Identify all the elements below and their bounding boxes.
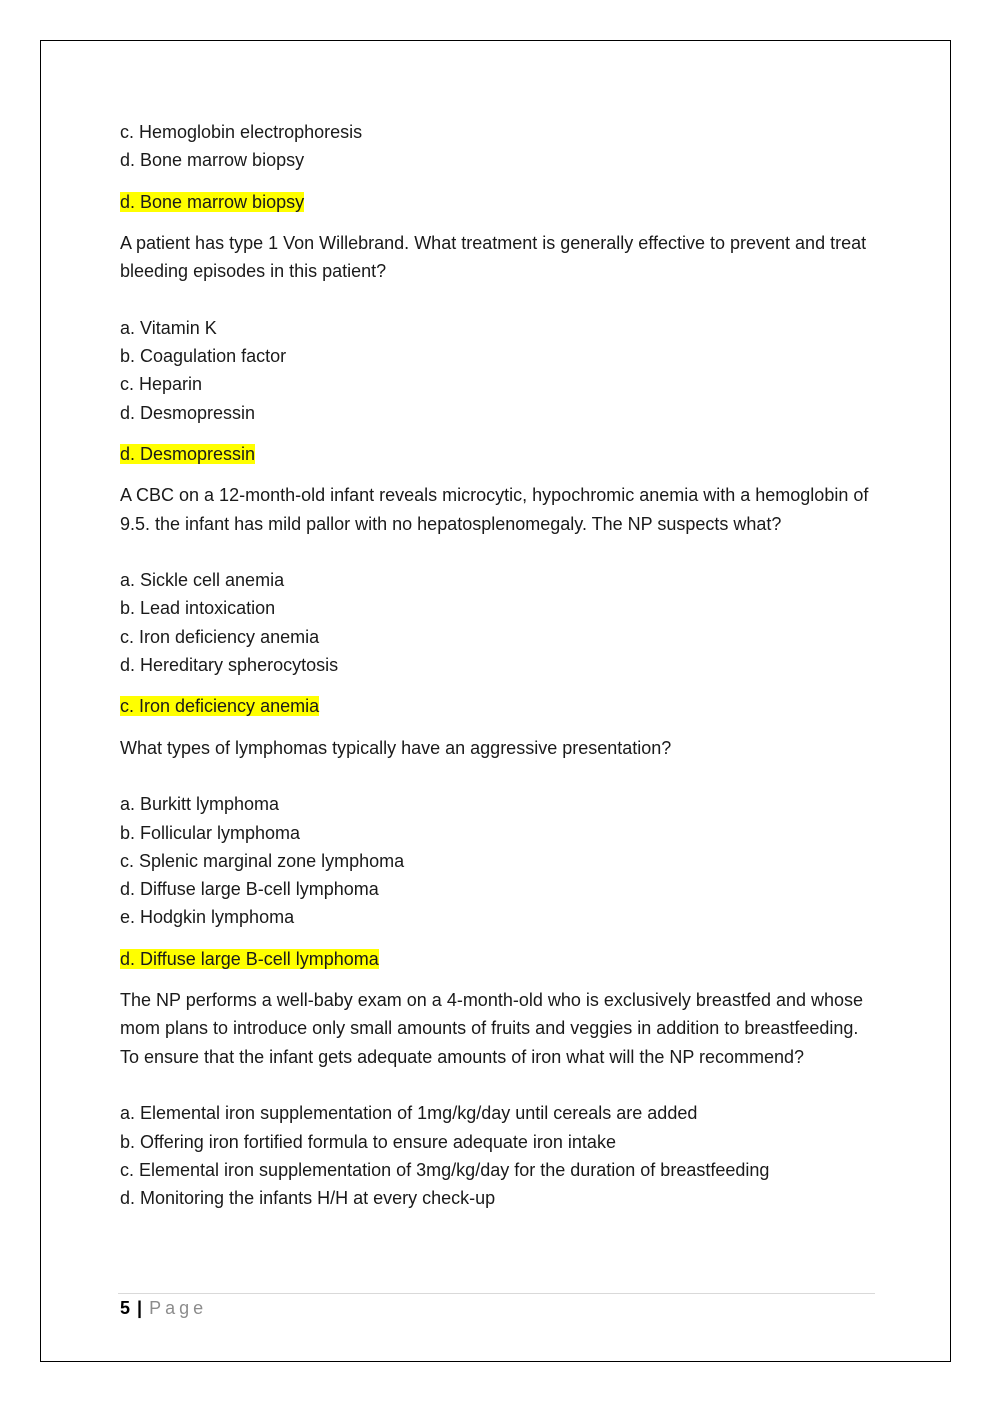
option-item: a. Sickle cell anemia xyxy=(120,570,285,591)
option-item: d. Desmopressin xyxy=(120,402,256,423)
option-item: c. Splenic marginal zone lymphoma xyxy=(120,850,405,871)
answer-text: d. Bone marrow biopsy xyxy=(120,191,305,212)
answer-highlight xyxy=(120,188,880,216)
page-label: Page xyxy=(149,1298,208,1318)
question-text: What types of lymphomas typically have an aggressive presentation? xyxy=(120,737,672,758)
option-item: c. Elemental iron supplementation of 3mg/kg/day for the duration of breastfeeding xyxy=(120,1159,770,1180)
option-item: b. Coagulation factor xyxy=(120,346,287,367)
options-list xyxy=(120,1099,880,1212)
question-block xyxy=(120,229,880,468)
question-block xyxy=(120,986,880,1212)
option-item: b. Lead intoxication xyxy=(120,598,276,619)
option-item: e. Hodgkin lymphoma xyxy=(120,907,295,928)
question-text: The NP performs a well-baby exam on a 4-month-old who is exclusively breastfed and whose mom plans to introduce only small amounts of fruits and veggies in addition to breastfeeding. To ensure that the infant gets adequate amounts of iron what will the NP recommend? xyxy=(120,990,864,1067)
option-item: c. Heparin xyxy=(120,374,203,395)
footer-divider xyxy=(118,1293,875,1294)
answer-highlight xyxy=(120,945,880,973)
answer-text: c. Iron deficiency anemia xyxy=(120,696,320,717)
option-item: c. Iron deficiency anemia xyxy=(120,626,320,647)
page-number: 5 xyxy=(120,1298,131,1318)
question-text: A CBC on a 12-month-old infant reveals microcytic, hypochromic anemia with a hemoglobin of 9.5. the infant has mild pallor with no hepatosplenomegaly. The NP suspects what? xyxy=(120,485,869,534)
option-item: d. Bone marrow biopsy xyxy=(120,150,305,171)
question-block xyxy=(120,734,880,973)
option-item: b. Offering iron fortified formula to ensure adequate iron intake xyxy=(120,1131,616,1152)
footer-separator: | xyxy=(137,1298,143,1318)
option-item: c. Hemoglobin electrophoresis xyxy=(120,122,363,142)
option-item: d. Hereditary spherocytosis xyxy=(120,655,339,676)
options-list xyxy=(120,790,880,931)
answer-highlight xyxy=(120,440,880,468)
option-item: d. Diffuse large B-cell lymphoma xyxy=(120,879,379,900)
option-item: a. Elemental iron supplementation of 1mg/kg/day until cereals are added xyxy=(120,1103,698,1124)
question-text: A patient has type 1 Von Willebrand. What treatment is generally effective to prevent and treat bleeding episodes in this patient? xyxy=(120,232,867,282)
option-item: d. Monitoring the infants H/H at every check-up xyxy=(120,1188,496,1209)
answer-text: d. Diffuse large B-cell lymphoma xyxy=(120,948,379,969)
answer-text: d. Desmopressin xyxy=(120,443,256,464)
options-list xyxy=(120,314,880,427)
page-footer xyxy=(120,1296,207,1320)
question-block xyxy=(120,481,880,720)
option-item: b. Follicular lymphoma xyxy=(120,822,301,843)
question-block xyxy=(120,118,880,216)
document-body xyxy=(120,118,880,1212)
option-item: a. Vitamin K xyxy=(120,317,217,338)
options-list xyxy=(120,118,880,175)
options-list xyxy=(120,566,880,679)
answer-highlight xyxy=(120,692,880,720)
option-item: a. Burkitt lymphoma xyxy=(120,794,280,815)
